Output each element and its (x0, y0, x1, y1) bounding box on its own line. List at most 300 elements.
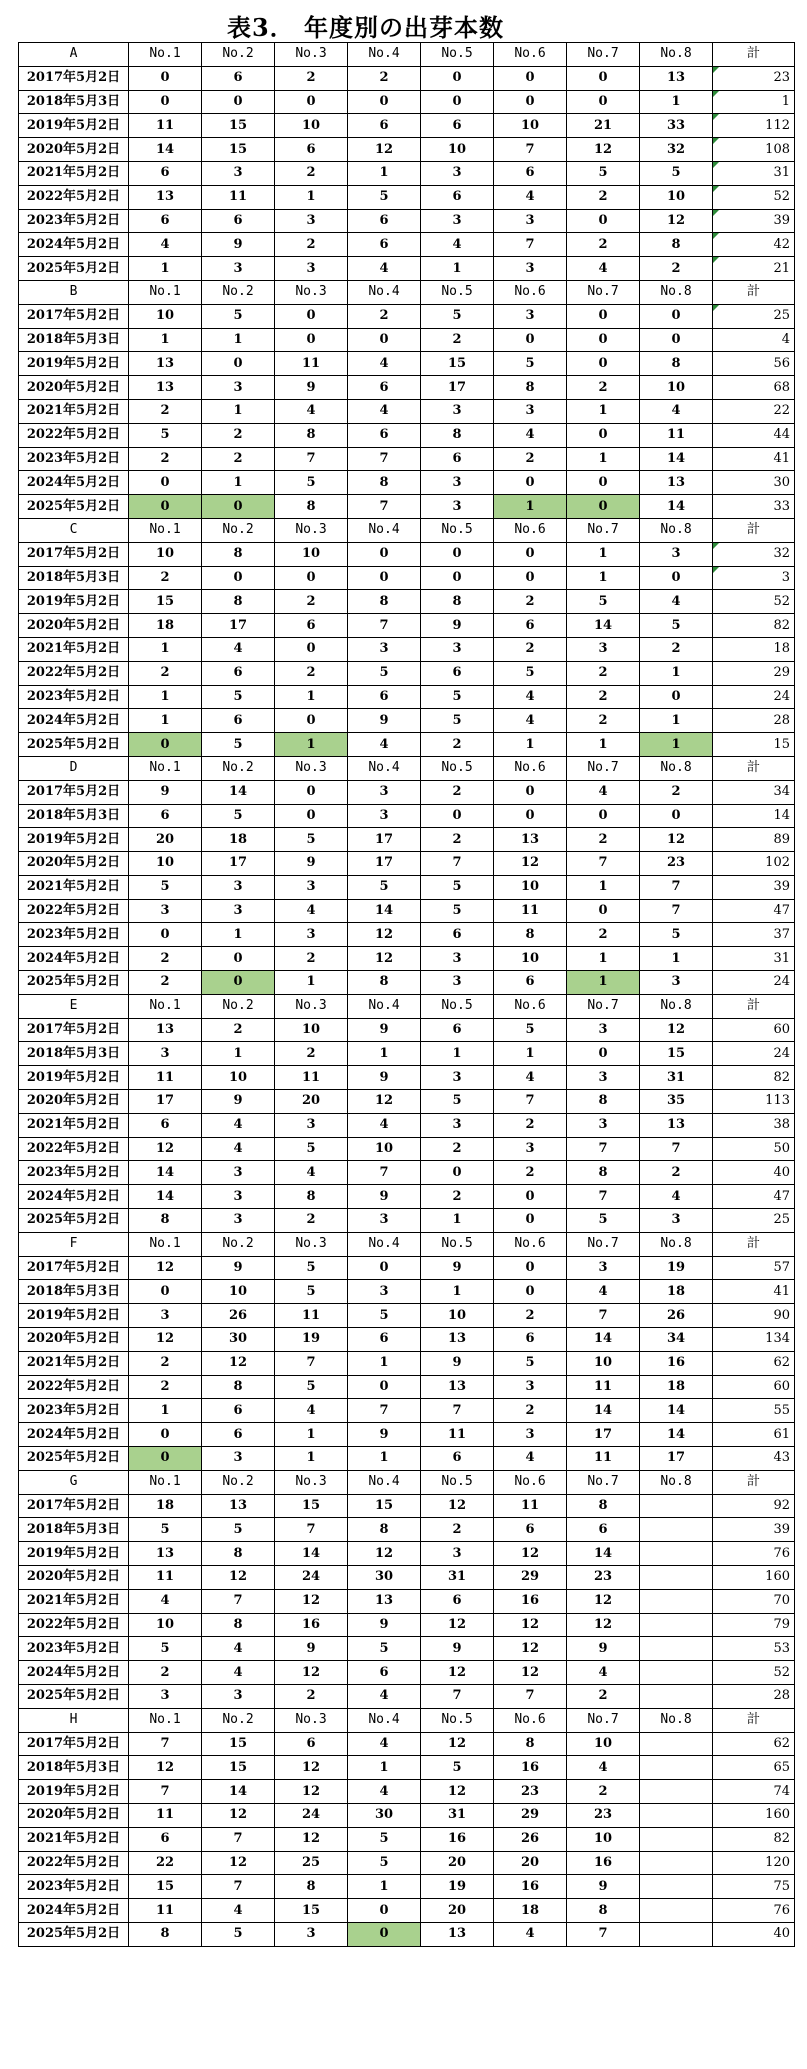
value-cell: 24 (275, 1566, 348, 1590)
value-cell: 1 (348, 161, 421, 185)
value-cell: 6 (421, 185, 494, 209)
date-cell: 2018年5月3日 (19, 804, 129, 828)
value-cell: 1 (494, 495, 567, 519)
total-cell: 47 (713, 1185, 795, 1209)
column-header-plot: No.2 (202, 1470, 275, 1494)
value-cell: 4 (348, 257, 421, 281)
table-row (19, 804, 795, 828)
value-cell: 10 (640, 185, 713, 209)
value-cell: 3 (202, 1447, 275, 1471)
value-cell: 8 (202, 1613, 275, 1637)
date-cell: 2020年5月2日 (19, 1566, 129, 1590)
value-cell: 17 (640, 1447, 713, 1471)
value-cell: 14 (567, 1328, 640, 1352)
value-cell: 6 (494, 161, 567, 185)
table-row (19, 1756, 795, 1780)
value-cell: 6 (421, 447, 494, 471)
table-row (19, 637, 795, 661)
value-cell: 6 (348, 685, 421, 709)
total-cell: 53 (713, 1637, 795, 1661)
value-cell: 6 (202, 209, 275, 233)
value-cell: 12 (129, 1328, 202, 1352)
table-row (19, 1375, 795, 1399)
value-cell: 7 (348, 495, 421, 519)
value-cell: 2 (275, 233, 348, 257)
value-cell: 22 (129, 1851, 202, 1875)
value-cell: 0 (202, 352, 275, 376)
value-cell: 4 (275, 1161, 348, 1185)
value-cell: 12 (494, 1613, 567, 1637)
total-cell: 47 (713, 899, 795, 923)
value-cell: 8 (275, 495, 348, 519)
value-cell: 0 (275, 637, 348, 661)
column-header-total: 計 (713, 1232, 795, 1256)
value-cell: 2 (129, 1661, 202, 1685)
date-cell: 2018年5月3日 (19, 1518, 129, 1542)
column-header-plot: No.6 (494, 280, 567, 304)
value-cell: 2 (421, 1185, 494, 1209)
value-cell: 16 (640, 1351, 713, 1375)
value-cell: 1 (129, 709, 202, 733)
value-cell: 13 (640, 66, 713, 90)
date-cell: 2025年5月2日 (19, 1209, 129, 1233)
date-cell: 2017年5月2日 (19, 780, 129, 804)
total-cell: 29 (713, 661, 795, 685)
value-cell: 13 (129, 376, 202, 400)
value-cell: 0 (494, 1280, 567, 1304)
value-cell: 3 (275, 923, 348, 947)
value-cell: 12 (494, 1542, 567, 1566)
date-cell: 2018年5月3日 (19, 566, 129, 590)
column-header-plot: No.2 (202, 1232, 275, 1256)
value-cell: 19 (275, 1328, 348, 1352)
value-cell: 6 (494, 1328, 567, 1352)
value-cell: 0 (567, 66, 640, 90)
date-cell: 2024年5月2日 (19, 233, 129, 257)
value-cell: 2 (202, 447, 275, 471)
value-cell: 6 (421, 923, 494, 947)
value-cell: 17 (348, 828, 421, 852)
date-cell: 2020年5月2日 (19, 1803, 129, 1827)
date-cell: 2019年5月2日 (19, 1542, 129, 1566)
table-row (19, 1922, 795, 1946)
section-header-row (19, 1232, 795, 1256)
value-cell: 4 (567, 1280, 640, 1304)
table-row (19, 1018, 795, 1042)
value-cell: 6 (202, 1399, 275, 1423)
value-cell: 16 (567, 1851, 640, 1875)
value-cell: 10 (202, 1280, 275, 1304)
value-cell: 13 (421, 1328, 494, 1352)
value-cell: 0 (494, 328, 567, 352)
value-cell: 8 (567, 1090, 640, 1114)
column-header-plot: No.1 (129, 280, 202, 304)
value-cell: 0 (567, 1042, 640, 1066)
value-cell: 17 (348, 852, 421, 876)
value-cell: 0 (640, 304, 713, 328)
total-cell: 14 (713, 804, 795, 828)
value-cell: 30 (202, 1328, 275, 1352)
value-cell: 6 (129, 209, 202, 233)
value-cell: 5 (275, 471, 348, 495)
value-cell: 30 (348, 1803, 421, 1827)
column-header-plot: No.6 (494, 1708, 567, 1732)
value-cell: 10 (275, 1018, 348, 1042)
value-cell: 4 (494, 423, 567, 447)
total-cell: 31 (713, 947, 795, 971)
date-cell: 2023年5月2日 (19, 1161, 129, 1185)
value-cell: 12 (348, 1090, 421, 1114)
date-cell: 2021年5月2日 (19, 875, 129, 899)
section-header-row (19, 280, 795, 304)
section-header-row (19, 994, 795, 1018)
total-cell: 74 (713, 1780, 795, 1804)
value-cell: 11 (494, 1494, 567, 1518)
value-cell: 8 (275, 1875, 348, 1899)
value-cell: 4 (202, 1899, 275, 1923)
value-cell: 7 (275, 1518, 348, 1542)
value-cell: 0 (494, 90, 567, 114)
value-cell: 3 (421, 209, 494, 233)
table-row (19, 709, 795, 733)
value-cell: 2 (275, 1684, 348, 1708)
value-cell (640, 1899, 713, 1923)
total-cell: 24 (713, 971, 795, 995)
table-row (19, 352, 795, 376)
value-cell: 12 (640, 1018, 713, 1042)
value-cell: 5 (348, 1304, 421, 1328)
value-cell: 14 (348, 899, 421, 923)
value-cell: 8 (129, 1922, 202, 1946)
value-cell: 5 (348, 185, 421, 209)
value-cell: 4 (275, 399, 348, 423)
value-cell: 0 (129, 1423, 202, 1447)
value-cell: 10 (129, 542, 202, 566)
value-cell: 0 (129, 66, 202, 90)
value-cell: 12 (421, 1780, 494, 1804)
value-cell: 5 (640, 923, 713, 947)
date-cell: 2017年5月2日 (19, 1732, 129, 1756)
value-cell: 1 (567, 542, 640, 566)
value-cell: 3 (129, 899, 202, 923)
value-cell: 7 (567, 1137, 640, 1161)
value-cell: 23 (567, 1566, 640, 1590)
value-cell: 8 (421, 590, 494, 614)
value-cell: 12 (421, 1661, 494, 1685)
value-cell: 8 (202, 1542, 275, 1566)
value-cell: 1 (129, 685, 202, 709)
value-cell: 5 (421, 304, 494, 328)
value-cell: 0 (202, 971, 275, 995)
value-cell: 5 (202, 304, 275, 328)
value-cell: 2 (275, 590, 348, 614)
section-label: C (19, 518, 129, 542)
value-cell: 13 (202, 1494, 275, 1518)
value-cell: 3 (202, 899, 275, 923)
value-cell: 15 (202, 138, 275, 162)
value-cell: 34 (640, 1328, 713, 1352)
table-row (19, 875, 795, 899)
table-row (19, 923, 795, 947)
date-cell: 2021年5月2日 (19, 1113, 129, 1137)
value-cell: 4 (494, 709, 567, 733)
column-header-plot: No.7 (567, 518, 640, 542)
value-cell: 7 (275, 1351, 348, 1375)
value-cell: 0 (348, 90, 421, 114)
value-cell: 18 (129, 1494, 202, 1518)
value-cell: 3 (202, 161, 275, 185)
table-row (19, 1256, 795, 1280)
value-cell: 6 (421, 114, 494, 138)
column-header-plot: No.3 (275, 280, 348, 304)
value-cell (640, 1613, 713, 1637)
value-cell: 3 (348, 804, 421, 828)
value-cell: 15 (275, 1899, 348, 1923)
total-cell: 82 (713, 1827, 795, 1851)
total-cell: 55 (713, 1399, 795, 1423)
value-cell: 7 (567, 1922, 640, 1946)
value-cell: 21 (567, 114, 640, 138)
table-row (19, 971, 795, 995)
value-cell: 8 (348, 1518, 421, 1542)
value-cell: 10 (275, 114, 348, 138)
value-cell: 16 (494, 1756, 567, 1780)
total-cell: 18 (713, 637, 795, 661)
value-cell: 7 (421, 852, 494, 876)
value-cell: 9 (348, 1185, 421, 1209)
value-cell: 9 (275, 852, 348, 876)
section-label: G (19, 1470, 129, 1494)
table-row (19, 1113, 795, 1137)
value-cell: 1 (348, 1447, 421, 1471)
date-cell: 2022年5月2日 (19, 661, 129, 685)
total-cell: 21 (713, 257, 795, 281)
column-header-plot: No.8 (640, 756, 713, 780)
value-cell: 2 (494, 1304, 567, 1328)
value-cell: 4 (202, 1137, 275, 1161)
total-cell: 52 (713, 1661, 795, 1685)
value-cell: 14 (275, 1542, 348, 1566)
value-cell: 35 (640, 1090, 713, 1114)
value-cell: 10 (567, 1732, 640, 1756)
value-cell: 13 (421, 1922, 494, 1946)
total-cell: 120 (713, 1851, 795, 1875)
table-row (19, 114, 795, 138)
value-cell (640, 1637, 713, 1661)
value-cell: 8 (494, 1732, 567, 1756)
column-header-plot: No.4 (348, 43, 421, 67)
date-cell: 2025年5月2日 (19, 1447, 129, 1471)
value-cell: 1 (348, 1756, 421, 1780)
value-cell: 15 (202, 114, 275, 138)
column-header-plot: No.6 (494, 756, 567, 780)
date-cell: 2025年5月2日 (19, 495, 129, 519)
value-cell: 15 (129, 590, 202, 614)
section-label: E (19, 994, 129, 1018)
value-cell: 1 (567, 971, 640, 995)
table-row (19, 1066, 795, 1090)
value-cell: 2 (129, 447, 202, 471)
value-cell: 12 (348, 1542, 421, 1566)
value-cell: 19 (640, 1256, 713, 1280)
column-header-plot: No.2 (202, 43, 275, 67)
value-cell: 14 (567, 614, 640, 638)
value-cell: 7 (348, 447, 421, 471)
value-cell: 0 (421, 66, 494, 90)
value-cell: 3 (202, 1185, 275, 1209)
value-cell: 5 (421, 899, 494, 923)
date-cell: 2017年5月2日 (19, 1018, 129, 1042)
table-row (19, 471, 795, 495)
column-header-plot: No.4 (348, 518, 421, 542)
value-cell: 8 (567, 1494, 640, 1518)
column-header-total: 計 (713, 1708, 795, 1732)
date-cell: 2020年5月2日 (19, 1328, 129, 1352)
value-cell: 17 (421, 376, 494, 400)
value-cell: 31 (421, 1566, 494, 1590)
value-cell: 7 (129, 1780, 202, 1804)
value-cell: 12 (348, 923, 421, 947)
value-cell: 10 (494, 114, 567, 138)
value-cell: 1 (202, 923, 275, 947)
value-cell: 1 (202, 399, 275, 423)
value-cell: 1 (129, 328, 202, 352)
total-cell: 41 (713, 447, 795, 471)
value-cell: 2 (494, 1399, 567, 1423)
total-cell: 65 (713, 1756, 795, 1780)
value-cell: 1 (421, 1280, 494, 1304)
value-cell: 3 (348, 637, 421, 661)
value-cell: 11 (567, 1375, 640, 1399)
value-cell: 1 (640, 709, 713, 733)
value-cell: 8 (421, 423, 494, 447)
value-cell: 4 (275, 899, 348, 923)
value-cell (640, 1684, 713, 1708)
value-cell: 3 (421, 161, 494, 185)
total-cell: 62 (713, 1351, 795, 1375)
value-cell: 1 (567, 875, 640, 899)
value-cell: 23 (494, 1780, 567, 1804)
table-row (19, 447, 795, 471)
value-cell: 7 (348, 1399, 421, 1423)
value-cell: 0 (494, 804, 567, 828)
value-cell: 26 (202, 1304, 275, 1328)
value-cell: 5 (202, 685, 275, 709)
table-row (19, 1566, 795, 1590)
value-cell: 6 (567, 1518, 640, 1542)
value-cell: 8 (348, 971, 421, 995)
value-cell: 12 (494, 852, 567, 876)
value-cell: 1 (202, 328, 275, 352)
value-cell: 3 (494, 304, 567, 328)
value-cell: 2 (421, 1518, 494, 1542)
value-cell: 11 (640, 423, 713, 447)
value-cell: 4 (567, 780, 640, 804)
value-cell: 2 (275, 1042, 348, 1066)
date-cell: 2024年5月2日 (19, 1423, 129, 1447)
total-cell: 89 (713, 828, 795, 852)
value-cell: 6 (129, 1113, 202, 1137)
value-cell: 15 (421, 352, 494, 376)
value-cell: 1 (567, 566, 640, 590)
date-cell: 2024年5月2日 (19, 947, 129, 971)
value-cell: 4 (348, 352, 421, 376)
date-cell: 2020年5月2日 (19, 376, 129, 400)
value-cell: 6 (348, 376, 421, 400)
value-cell: 2 (202, 1018, 275, 1042)
value-cell (640, 1494, 713, 1518)
column-header-plot: No.5 (421, 518, 494, 542)
value-cell: 2 (129, 399, 202, 423)
value-cell: 8 (640, 352, 713, 376)
column-header-plot: No.4 (348, 994, 421, 1018)
value-cell: 1 (275, 185, 348, 209)
total-cell: 75 (713, 1875, 795, 1899)
value-cell: 11 (129, 1803, 202, 1827)
value-cell: 30 (348, 1566, 421, 1590)
value-cell: 4 (640, 1185, 713, 1209)
total-cell: 160 (713, 1803, 795, 1827)
value-cell: 2 (567, 233, 640, 257)
value-cell: 3 (640, 971, 713, 995)
date-cell: 2021年5月2日 (19, 1589, 129, 1613)
value-cell: 0 (494, 1256, 567, 1280)
total-cell: 44 (713, 423, 795, 447)
value-cell (640, 1803, 713, 1827)
value-cell: 2 (202, 423, 275, 447)
date-cell: 2017年5月2日 (19, 1256, 129, 1280)
column-header-plot: No.6 (494, 518, 567, 542)
total-cell: 30 (713, 471, 795, 495)
value-cell: 26 (494, 1827, 567, 1851)
value-cell: 4 (494, 685, 567, 709)
date-cell: 2024年5月2日 (19, 1899, 129, 1923)
value-cell: 4 (348, 1684, 421, 1708)
value-cell: 5 (640, 614, 713, 638)
total-cell: 56 (713, 352, 795, 376)
table-row (19, 1661, 795, 1685)
value-cell: 10 (202, 1066, 275, 1090)
column-header-plot: No.3 (275, 1232, 348, 1256)
value-cell: 11 (275, 1304, 348, 1328)
value-cell: 0 (567, 471, 640, 495)
total-cell: 102 (713, 852, 795, 876)
value-cell: 5 (275, 1256, 348, 1280)
value-cell: 0 (275, 328, 348, 352)
column-header-plot: No.5 (421, 280, 494, 304)
germination-table (18, 42, 795, 1947)
total-cell: 39 (713, 1518, 795, 1542)
value-cell: 6 (494, 614, 567, 638)
value-cell: 4 (129, 1589, 202, 1613)
value-cell: 17 (567, 1423, 640, 1447)
value-cell: 6 (129, 161, 202, 185)
value-cell: 20 (494, 1851, 567, 1875)
value-cell: 2 (567, 828, 640, 852)
value-cell: 8 (129, 1209, 202, 1233)
date-cell: 2022年5月2日 (19, 899, 129, 923)
value-cell: 0 (567, 352, 640, 376)
table-row (19, 685, 795, 709)
date-cell: 2018年5月3日 (19, 1042, 129, 1066)
value-cell: 1 (275, 733, 348, 757)
value-cell: 2 (421, 328, 494, 352)
value-cell: 12 (275, 1827, 348, 1851)
column-header-plot: No.1 (129, 1470, 202, 1494)
value-cell: 5 (275, 828, 348, 852)
table-row (19, 304, 795, 328)
value-cell: 6 (129, 1827, 202, 1851)
